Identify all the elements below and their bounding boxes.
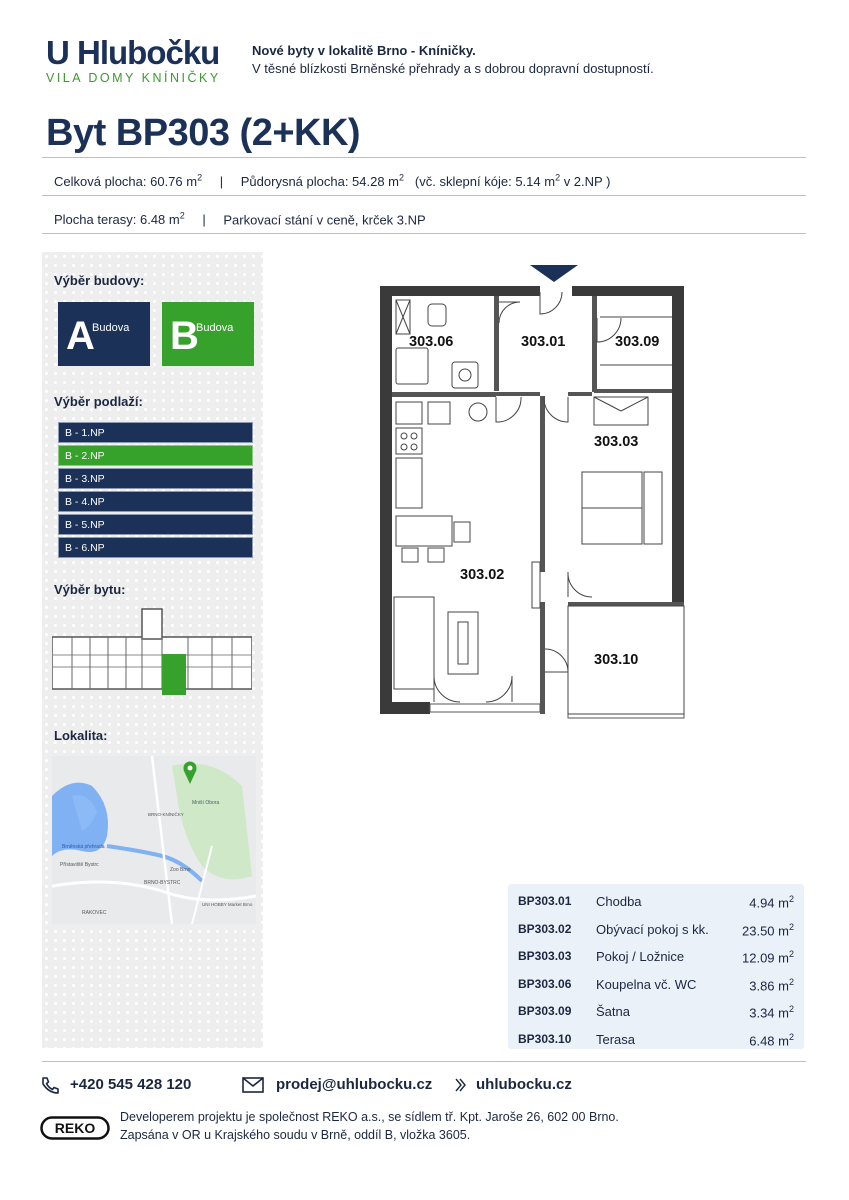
- room-area: 12.09 $m^2$: [742, 949, 794, 966]
- logo[interactable]: [46, 36, 226, 85]
- location-map[interactable]: [52, 756, 256, 924]
- chevron-right-icon: [454, 1078, 466, 1092]
- company-info: [120, 1108, 619, 1144]
- room-name: Terasa: [596, 1031, 636, 1047]
- total-area: Celková plocha: 60.76 $m^2$: [54, 173, 203, 190]
- flat-heading: Výběr bytu:: [54, 582, 126, 597]
- floor-plan: [372, 262, 692, 724]
- map-label-bystrc: BRNO-BYSTRC: [144, 880, 181, 886]
- room-name: Šatna: [596, 1004, 630, 1019]
- reko-logo-text: REKO: [54, 1120, 96, 1136]
- parking-info: Parkovací stání v ceně, krček 3.NP: [223, 212, 426, 228]
- room-code: BP303.09: [518, 1004, 572, 1018]
- building-heading: Výběr budovy:: [54, 273, 145, 288]
- room-area: 4.94 $m^2$: [749, 894, 794, 911]
- map-label-obora: Mniší Obora: [192, 800, 220, 806]
- room-code: BP303.03: [518, 949, 572, 963]
- map-label-reservoir: Brněnská přehrada: [62, 844, 105, 850]
- email-link[interactable]: prodej@uhlubocku.cz: [276, 1076, 433, 1093]
- floor-heading: Výběr podlaží:: [54, 394, 143, 409]
- room-area: 23.50 $m^2$: [742, 921, 794, 938]
- selected-flat[interactable]: [162, 654, 186, 695]
- floor-item-2np[interactable]: B - 2.NP: [58, 445, 253, 466]
- company-line-1: Developerem projektu je společnost REKO a.s., se sídlem tř. Kpt. Jaroše 26, 602 00 Brno.: [120, 1110, 619, 1124]
- floor-item-3np[interactable]: B - 3.NP: [58, 468, 253, 489]
- room-label-303-03: 303.03: [594, 434, 639, 450]
- divider: [42, 195, 806, 196]
- room-code: BP303.02: [518, 921, 572, 936]
- web-link[interactable]: uhlubocku.cz: [476, 1076, 572, 1093]
- email-icon: [242, 1077, 264, 1093]
- building-word: Budova: [196, 322, 234, 334]
- floor-list: [58, 422, 253, 560]
- room-label-303-09: 303.09: [615, 334, 660, 350]
- page-title: Byt BP303 (2+KK): [46, 112, 361, 154]
- area-info-row: [54, 173, 610, 189]
- table-row: [518, 1026, 794, 1054]
- table-row: [518, 916, 794, 944]
- room-area: 3.86 $m^2$: [749, 976, 794, 993]
- tagline: [252, 42, 654, 78]
- room-label-303-01: 303.01: [521, 334, 566, 350]
- map-label-zoo: Zoo Brno: [170, 867, 191, 873]
- company-line-2: Zapsána v OR u Krajského soudu v Brně, oddíl B, vložka 3605.: [120, 1128, 471, 1142]
- phone-icon: [40, 1076, 60, 1094]
- building-a-button[interactable]: [58, 302, 150, 366]
- floor-item-5np[interactable]: B - 5.NP: [58, 514, 253, 535]
- room-name: Koupelna vč. WC: [596, 976, 697, 992]
- room-name: Pokoj / Ložnice: [596, 949, 685, 964]
- table-row: [518, 998, 794, 1026]
- divider: [42, 1061, 806, 1062]
- floor-area: Půdorysná plocha: 54.28 $m^2$: [240, 173, 405, 190]
- flat-selector-minimap[interactable]: [52, 607, 252, 702]
- building-letter: A: [66, 314, 95, 358]
- logo-main-text: U Hlubočku: [46, 34, 220, 71]
- separator: |: [202, 212, 206, 228]
- map-label-hobby: UNI HOBBY Market Brno: [202, 902, 253, 907]
- map-label-kninicky: BRNO-KNÍNIČKY: [148, 812, 184, 817]
- terrace-info-row: [54, 211, 426, 227]
- building-b-button[interactable]: [162, 302, 254, 366]
- logo-sub-text: VILA DOMY KNÍNIČKY: [46, 71, 221, 85]
- map-label-rakovec: RAKOVEC: [82, 910, 107, 916]
- room-name: Obývací pokoj s kk.: [596, 921, 709, 937]
- table-row: [518, 943, 794, 971]
- divider: [42, 157, 806, 158]
- floor-item-4np[interactable]: B - 4.NP: [58, 491, 253, 512]
- map-label-pier: Přístaviště Bystrc: [60, 862, 99, 868]
- sidebar: [42, 252, 263, 1048]
- room-code: BP303.10: [518, 1031, 572, 1046]
- table-row: [518, 888, 794, 916]
- room-label-303-10: 303.10: [594, 652, 639, 668]
- building-letter: B: [170, 314, 199, 358]
- room-label-303-06: 303.06: [409, 334, 454, 350]
- room-area: 6.48 $m^2$: [749, 1031, 794, 1048]
- rooms-table: [508, 884, 804, 1049]
- tagline-text: V těsné blízkosti Brněnské přehrady a s dobrou dopravní dostupností.: [252, 61, 654, 76]
- table-row: [518, 971, 794, 999]
- floor-item-6np[interactable]: B - 6.NP: [58, 537, 253, 558]
- room-name: Chodba: [596, 894, 642, 909]
- entrance-arrow-icon: [530, 265, 578, 282]
- divider: [42, 233, 806, 234]
- room-code: BP303.01: [518, 894, 572, 908]
- location-heading: Lokalita:: [54, 728, 108, 743]
- room-area: 3.34 $m^2$: [749, 1004, 794, 1021]
- separator: |: [219, 174, 224, 190]
- terrace-area: Plocha terasy: 6.48 $m^2$: [54, 211, 185, 228]
- cellar-area: (vč. sklepní kóje: 5.14 $m^2$ v 2.NP ): [414, 173, 611, 190]
- tagline-bold: Nové byty v lokalitě Brno - Kníničky.: [252, 43, 476, 58]
- room-code: BP303.06: [518, 976, 572, 991]
- reko-logo: [40, 1116, 110, 1140]
- floor-item-1np[interactable]: B - 1.NP: [58, 422, 253, 443]
- building-word: Budova: [92, 322, 130, 334]
- phone-link[interactable]: +420 545 428 120: [70, 1076, 192, 1093]
- room-label-303-02: 303.02: [460, 567, 505, 583]
